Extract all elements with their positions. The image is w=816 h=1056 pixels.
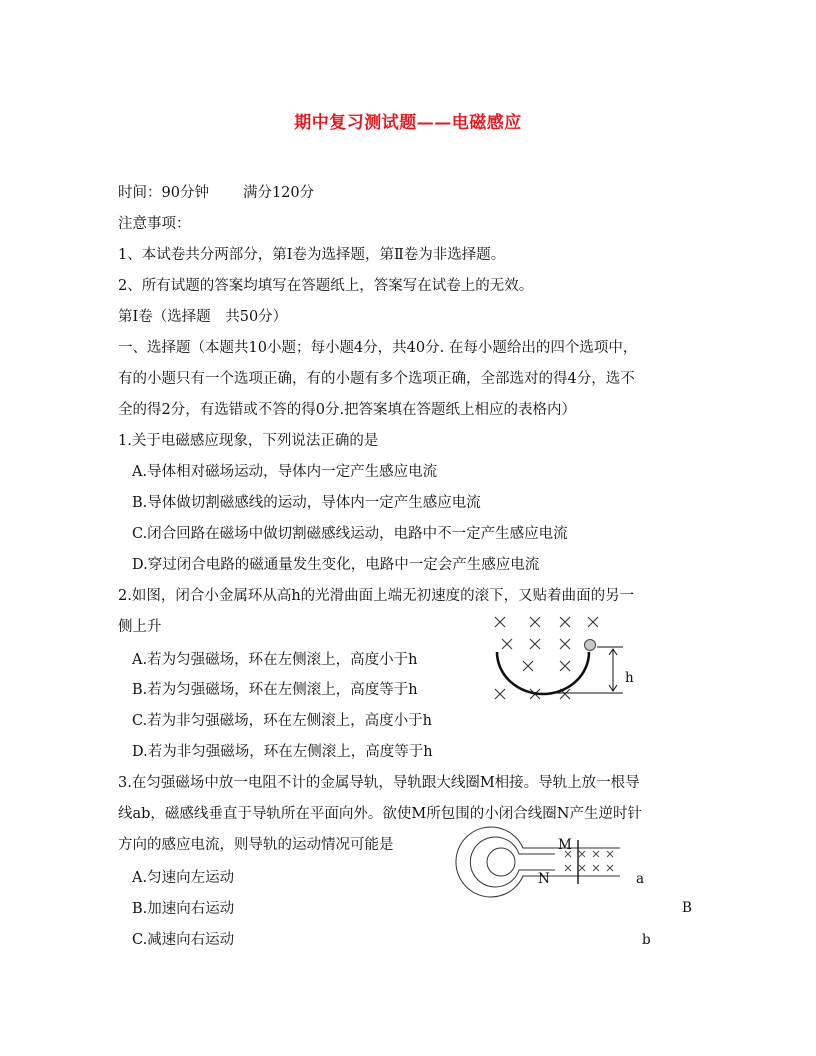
section-instructions-line-3: 全的得2分，有选错或不答的得0分.把答案填在答题纸上相应的表格内） — [118, 402, 577, 418]
section-instructions-line-1: 一、选择题（本题共10小题；每小题4分，共40分. 在每小题给出的四个选项中， — [118, 340, 638, 356]
exam-time: 时间：90分钟 — [118, 185, 209, 201]
q2-option-a: A.若为匀强磁场，环在左侧滚上，高度小于h — [132, 652, 418, 668]
small-coil-n — [487, 848, 515, 876]
curved-track — [497, 652, 589, 694]
q3-field-cross-marks — [565, 851, 613, 871]
q3-stem-line-3: 方向的感应电流，则导轨的运动情况可能是 — [118, 837, 394, 853]
q1-option-b: B.导体做切割磁感线的运动，导体内一定产生感应电流 — [132, 495, 481, 511]
q1-option-d: D.穿过闭合电路的磁通量发生变化，电路中一定会产生感应电流 — [132, 557, 540, 573]
field-cross-marks — [495, 617, 598, 699]
q2-magnetic-field-figure — [485, 612, 635, 707]
note-1: 1、本试卷共分两部分，第Ⅰ卷为选择题，第Ⅱ卷为非选择题。 — [118, 247, 506, 263]
q2-stem-line-2: 侧上升 — [118, 619, 162, 635]
notes-title: 注意事项： — [118, 216, 191, 232]
q3-option-c: C.减速向右运动 — [132, 932, 235, 948]
q2-height-label: h — [625, 670, 634, 686]
q3-label-B: B — [682, 900, 692, 916]
q3-stem-line-2: 线ab，磁感线垂直于导轨所在平面向外。欲使M所包围的小闭合线圈N产生逆时针 — [118, 806, 642, 822]
q3-label-n: N — [538, 871, 550, 887]
q3-label-m: M — [558, 837, 572, 853]
exam-full-score: 满分120分 — [242, 185, 315, 201]
q2-option-b: B.若为匀强磁场，环在左侧滚上，高度等于h — [132, 682, 418, 698]
q3-stem-line-1: 3.在匀强磁场中放一电阻不计的金属导轨，导轨跟大线圈M相接。导轨上放一根导 — [118, 775, 640, 791]
q1-option-c: C.闭合回路在磁场中做切割磁感线运动，电路中不一定产生感应电流 — [132, 526, 568, 542]
q2-option-c: C.若为非匀强磁场，环在左侧滚上，高度小于h — [132, 713, 433, 729]
time-score-line — [118, 181, 314, 202]
q3-option-b: B.加速向右运动 — [132, 901, 235, 917]
q2-stem-line-1: 2.如图，闭合小金属环从高h的光滑曲面上端无初速度的滚下，又贴着曲面的另一 — [118, 588, 635, 604]
q3-label-a: a — [636, 871, 645, 887]
note-2: 2、所有试题的答案均填写在答题纸上，答案写在试卷上的无效。 — [118, 278, 534, 294]
section-heading: 第Ⅰ卷（选择题 共50分） — [118, 309, 288, 325]
q3-label-b: b — [642, 932, 651, 948]
q1-option-a: A.导体相对磁场运动，导体内一定产生感应电流 — [132, 464, 438, 480]
exam-title: 期中复习测试题——电磁感应 — [294, 113, 522, 133]
section-instructions-line-2: 有的小题只有一个选项正确，有的小题有多个选项正确，全部选对的得4分，选不 — [118, 371, 635, 387]
q2-option-d: D.若为非匀强磁场，环在左侧滚上，高度等于h — [132, 744, 433, 760]
metal-ring — [585, 640, 596, 651]
q1-stem: 1.关于电磁感应现象，下列说法正确的是 — [118, 433, 379, 449]
q3-coil-rail-figure — [455, 820, 625, 900]
q3-option-a: A.匀速向左运动 — [132, 870, 235, 886]
